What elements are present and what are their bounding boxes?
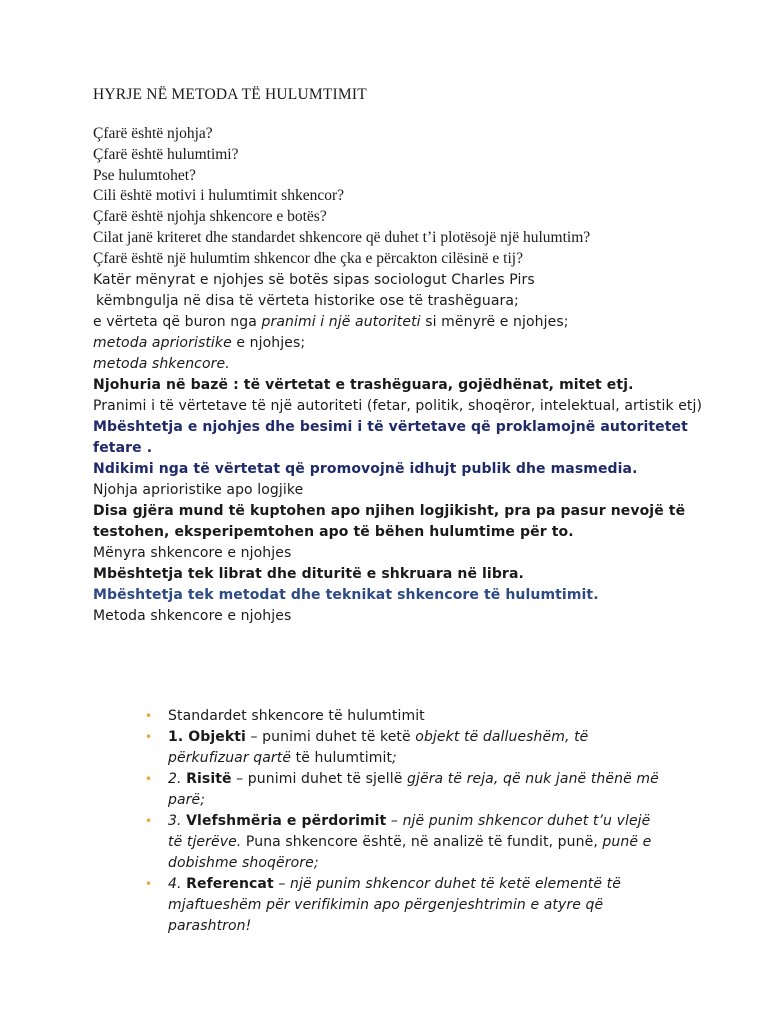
item1-text-d: ; [392,750,397,766]
sci-method-line: Metoda shkencore e njohjes [93,607,292,624]
authority-text-b: pranimi i një autoriteti [261,313,421,330]
item3-text-d: punë e dobishme shoqërore; [168,834,652,871]
item3-label: Vlefshmëria e përdorimit [186,813,387,829]
item1-text-b: objekt të dallueshëm, të përkufizuar qartë [168,729,589,766]
four-ways-line [93,270,733,291]
question-5: Çfarë është njohja shkencore e botës? [93,208,327,226]
list-heading-text: Standardet shkencore të hulumtimit [168,708,425,724]
list-item-heading [145,706,665,727]
item3-text-c: Puna shkencore është, në analizë të fundit, punë, [241,834,603,850]
item1-text-a: – punimi duhet të ketë [245,729,416,745]
standards-list [145,706,665,937]
bullet-icon: • [145,709,153,723]
item3-text-b: një punim shkencor duhet t’u vlejë të tjerëve. [168,813,651,850]
question-4: Cili është motivi i hulumtimit shkencor? [93,187,344,205]
item4-num: 4. [168,876,187,892]
item2-text-a: – punimi duhet të sjellë [231,771,407,787]
apriori-logic-line: Njohja aprioristike apo logjike [93,481,304,498]
list-item-4 [145,874,665,937]
item2-label: Risitë [186,771,232,787]
authority-line [93,312,733,333]
list-item-3 [145,811,665,874]
item4-text-a: – [273,876,290,892]
item4-text-b: një punim shkencor duhet të ketë elementë të mjaftueshëm për verifikimin apo përgenjeshtrimin e atyre që parashtron! [168,876,621,934]
item4-label: Referencat [186,876,274,892]
bullet-icon: • [145,814,153,828]
item3-num: 3. [168,813,187,829]
question-2: Çfarë është hulumtimi? [93,145,239,163]
item3-text-a: – [386,813,403,829]
item1-text-c: të hulumtimit [291,750,393,766]
sci-way-line: Mënyra shkencore e njohjes [93,544,292,561]
bullet-icon: • [145,772,153,786]
document-title: HYRJE NË METODA TË HULUMTIMIT [93,86,367,103]
question-1: Çfarë është njohja? [93,125,213,142]
authority-text-c: si mënyrë e njohjes; [420,313,569,330]
scientific-line: metoda shkencore. [93,355,230,372]
sociologist-name: Charles Pirs [451,271,535,288]
document-page [93,86,733,627]
item2-num: 2. [168,771,187,787]
item2-text-b: gjëra të reja, që nuk janë thënë më parë; [168,771,659,808]
books-line: Mbështetja tek librat dhe dituritë e shkruara në libra. [93,565,524,582]
question-3: Pse hulumtohet? [93,166,196,184]
apriori-text-a: metoda aprioristike [93,334,232,351]
religious-line: Mbështetja e njohjes dhe besimi i të vërtetave që proklamojnë autoritetet fetare . [93,418,688,456]
question-7: Çfarë është një hulumtim shkencor dhe çka e përcakton cilësinë e tij? [93,249,523,267]
apriori-line [93,333,733,354]
influence-line: Ndikimi nga të vërtetat që promovojnë idhujt publik dhe masmedia. [93,460,638,477]
item1-label: 1. Objekti [168,729,246,745]
question-list [93,124,733,270]
persistence-line: këmbngulja në disa të vërteta historike ose të trashëguara; [96,292,519,309]
apriori-text-b: e njohjes; [231,334,306,351]
list-item-1 [145,727,665,769]
methods-line: Mbështetja tek metodat dhe teknikat shkencore të hulumtimit. [93,586,599,603]
authority-text-a: e vërteta që buron nga [93,313,262,330]
list-item-2 [145,769,665,811]
acceptance-line: Pranimi i të vërtetave të një autoriteti (fetar, politik, shoqëror, intelektual, artistik etj) [93,397,703,414]
bullet-icon: • [145,730,153,744]
body-text [93,270,733,627]
four-ways-text: Katër mënyrat e njohjes së botës sipas sociologut [93,271,452,288]
base-knowledge-line: Njohuria në bazë : të vërtetat e trashëguara, gojëdhënat, mitet etj. [93,376,634,393]
question-6: Cilat janë kriteret dhe standardet shkencore që duhet t’i plotësojë një hulumtim? [93,228,591,246]
some-things-line: Disa gjëra mund të kuptohen apo njihen logjikisht, pra pa pasur nevojë të testohen, eksperipemtohen apo të bëhen hulumtime për to. [93,502,686,540]
bullet-icon: • [145,877,153,891]
